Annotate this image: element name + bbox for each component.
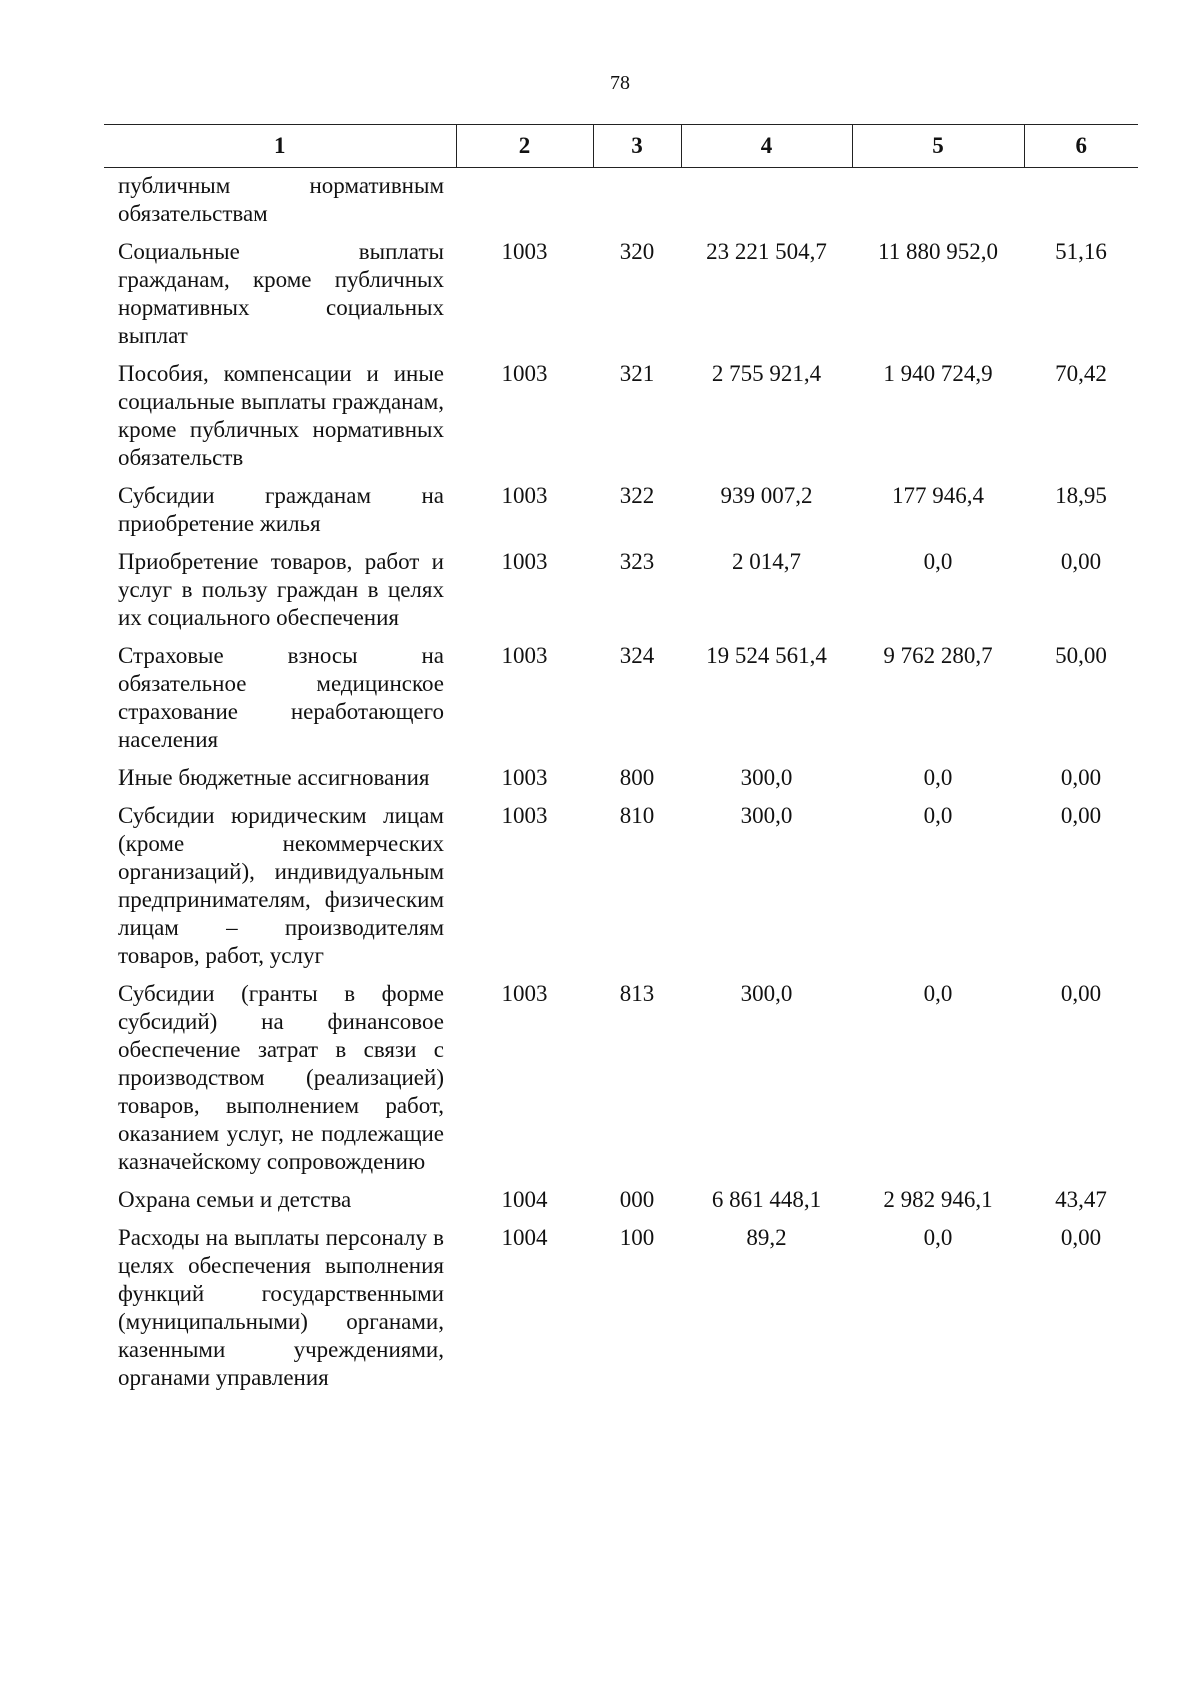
row-planned-amount: 300,0 (740, 981, 793, 1006)
header-row (104, 125, 1138, 168)
row-executed-amount: 0,0 (923, 981, 953, 1006)
column-header-1: 1 (104, 125, 456, 168)
row-executed-amount (852, 168, 1024, 239)
table-row (104, 1224, 1138, 1402)
row-name: Приобретение товаров, работ и услуг в пользу граждан в целях их социального обеспечения (118, 549, 444, 630)
table-row (104, 980, 1138, 1186)
row-execution-percent: 0,00 (1060, 1225, 1102, 1250)
row-section-code: 1003 (501, 643, 548, 668)
table-row (104, 642, 1138, 764)
row-expense-type: 000 (619, 1187, 655, 1212)
row-executed-amount: 1 940 724,9 (883, 361, 993, 386)
page-number: 78 (610, 72, 630, 94)
row-execution-percent: 43,47 (1055, 1187, 1107, 1212)
row-section-code: 1003 (501, 361, 548, 386)
table-row (104, 548, 1138, 642)
row-executed-amount: 0,0 (923, 803, 953, 828)
row-name: Субсидии гражданам на приобретение жилья (118, 483, 444, 536)
row-section-code: 1003 (501, 483, 548, 508)
row-planned-amount: 2 755 921,4 (711, 361, 822, 386)
row-planned-amount: 23 221 504,7 (706, 239, 827, 264)
column-header-6: 6 (1024, 125, 1138, 168)
row-section-code: 1003 (501, 803, 548, 828)
row-executed-amount: 2 982 946,1 (883, 1187, 993, 1212)
table-row (104, 482, 1138, 548)
row-planned-amount: 939 007,2 (720, 483, 813, 508)
row-expense-type: 323 (619, 549, 655, 574)
row-expense-type: 810 (619, 803, 655, 828)
column-header-2: 2 (456, 125, 593, 168)
column-header-5: 5 (852, 125, 1024, 168)
row-executed-amount: 177 946,4 (892, 483, 984, 508)
row-section-code: 1004 (501, 1187, 548, 1212)
row-execution-percent: 18,95 (1055, 483, 1107, 508)
row-executed-amount: 9 762 280,7 (883, 643, 993, 668)
row-name: Расходы на выплаты персоналу в целях обеспечения выполнения функций государственными (муниципальными) органами, казенными учреждениями, органами управления (118, 1225, 444, 1390)
row-expense-type (593, 168, 681, 239)
row-planned-amount: 300,0 (740, 803, 793, 828)
row-execution-percent: 0,00 (1060, 765, 1102, 790)
row-execution-percent: 0,00 (1060, 549, 1102, 574)
row-section-code: 1003 (501, 765, 548, 790)
row-planned-amount (681, 168, 852, 239)
row-name: Субсидии юридическим лицам (кроме некоммерческих организаций), индивидуальным предпринимателям, физическим лицам – производителям товаров, работ, услуг (118, 803, 444, 968)
row-execution-percent (1024, 168, 1138, 239)
row-section-code: 1003 (501, 239, 548, 264)
table-row (104, 802, 1138, 980)
row-execution-percent: 70,42 (1055, 361, 1107, 386)
row-section-code: 1003 (501, 549, 548, 574)
row-expense-type: 322 (619, 483, 655, 508)
row-name: Иные бюджетные ассигнования (118, 765, 430, 790)
row-expense-type: 321 (619, 361, 655, 386)
row-name: публичным нормативным обязательствам (118, 173, 444, 226)
row-executed-amount: 0,0 (923, 1225, 953, 1250)
row-section-code: 1004 (501, 1225, 548, 1250)
row-name: Пособия, компенсации и иные социальные выплаты гражданам, кроме публичных нормативных обязательств (118, 361, 444, 470)
row-execution-percent: 50,00 (1055, 643, 1107, 668)
row-name: Охрана семьи и детства (118, 1187, 352, 1212)
row-section-code: 1003 (501, 981, 548, 1006)
row-execution-percent: 0,00 (1060, 981, 1102, 1006)
row-expense-type: 800 (619, 765, 655, 790)
column-header-3: 3 (593, 125, 681, 168)
row-planned-amount: 300,0 (740, 765, 793, 790)
table-row (104, 168, 1138, 239)
row-planned-amount: 89,2 (746, 1225, 787, 1250)
row-executed-amount: 0,0 (923, 765, 953, 790)
row-expense-type: 324 (619, 643, 655, 668)
row-name: Социальные выплаты гражданам, кроме публичных нормативных социальных выплат (118, 239, 444, 348)
table-row (104, 238, 1138, 360)
row-expense-type: 100 (619, 1225, 655, 1250)
table-row (104, 360, 1138, 482)
row-planned-amount: 6 861 448,1 (711, 1187, 822, 1212)
row-expense-type: 813 (619, 981, 655, 1006)
row-execution-percent: 51,16 (1055, 239, 1107, 264)
column-header-4: 4 (681, 125, 852, 168)
row-execution-percent: 0,00 (1060, 803, 1102, 828)
row-expense-type: 320 (619, 239, 655, 264)
row-name: Страховые взносы на обязательное медицинское страхование неработающего населения (118, 643, 444, 752)
table-row (104, 1186, 1138, 1224)
row-executed-amount: 0,0 (923, 549, 953, 574)
row-name: Субсидии (гранты в форме субсидий) на финансовое обеспечение затрат в связи с производством (реализацией) товаров, выполнением работ, оказанием услуг, не подлежащие казначейскому сопровождению (118, 981, 444, 1174)
row-executed-amount: 11 880 952,0 (878, 239, 998, 264)
row-section-code (456, 168, 593, 239)
table-body (104, 168, 1138, 1403)
budget-table (104, 124, 1138, 1402)
row-planned-amount: 19 524 561,4 (706, 643, 827, 668)
table-row (104, 764, 1138, 802)
row-planned-amount: 2 014,7 (732, 549, 801, 574)
